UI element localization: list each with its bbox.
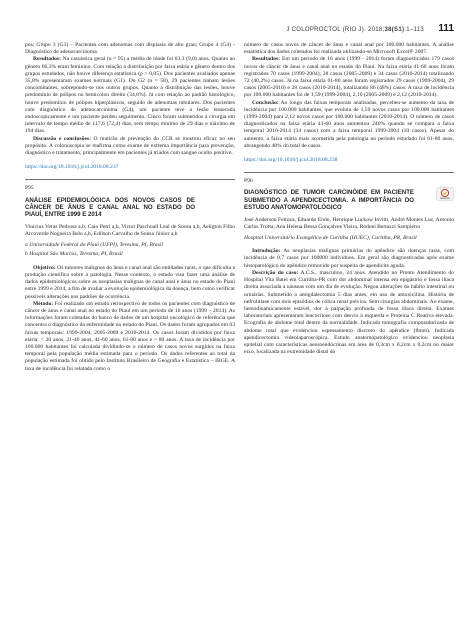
- case-label: Descrição do caso:: [252, 269, 299, 276]
- results-label: Resultados:: [252, 56, 280, 63]
- conclusion-text: Ao longo das faixas temporais analisadas, percebeu-se aumento da taxa de incidência por 100.000 habitantes, que evoluiu de 1,59 novos casos por 100.000 habitantes (1999-2004) para 2,12 novos casos por 100.000 habitantes (2010-2014). O número de casos diagnosticados na faixa etária 41-60 anos aumentou 240% quando se compara a faixa temporal 2010-2014 (34 casos) com a faixa temporal 1999-2004 (10 casos). Apesar do aumento, a faixa etária mais acometida pela patologia no período estudado foi 61-80 anos, abrangendo 48% do total de casos.: [244, 99, 454, 149]
- journal-volume: 38(S1): [384, 27, 405, 33]
- objective-label: Objetivo:: [33, 264, 56, 271]
- abstract-title: ANÁLISE EPIDEMIOLÓGICA DOS NOVOS CASOS DE CÂNCER DE ÂNUS E CANAL ANAL NO ESTADO DO PIAUÍ, ENTRE 1999 E 2014: [25, 196, 195, 219]
- discussion-label: Discussão e conclusões:: [33, 135, 91, 142]
- case-text: A.C.S., masculino, 24 anos. Atendido no Pronto Atendimento do Hospital Vita Batel em Curitiba-PR com dor abdominal intensa em epigástrio e fossa ilíaca direita associada a náuseas com um dia de evolução. Negou alterações do hábito intestinal ou urinárias. Submetido a amigdalectomia 5 dias antes, em uso de amoxicilina. História de nefrolitíase com dois episódios de cólica renal prévios. Sem cirurgias abdominais. Ao exame, hemodinamicamente estável, dor à palpação profunda de fossa ilíaca direita. Exames laboratoriais apresentaram leucocitose com desvio à esquerda e Proteína C Reativa elevada. Ecografia de abdome total dentro da normalidade. Indicada tomografia computadorizada de abdome total que evidenciou espessamento discreto do apêndice (8mm). Indicada apendicectomia videolaparoscópica. Estudo anatomopatológico evidenciou neoplasia epitelial com características neuroendócrinas em área de 0,3cm x 0,2cm x 0,2cm no maior eixo, localizada na extremidade distal do: [244, 269, 455, 356]
- right-continuation: número de casos novos de câncer de ânus e canal anal por 100.000 habitantes. A análise estatística dos dados coletados foi realizada utilizando-se Microsoft Excel® 2007.: [244, 42, 454, 56]
- intro-text: As neoplasias malignas primárias do apêndice são doenças raras, com incidência de 0,7 casos por 100000 indivíduos. Em geral são diagnosticadas após exame histopatológico do apêndice removido por suspeita de apendicite aguda.: [244, 248, 455, 269]
- author-list: Vinícius Veras Pedrosa a,b, Caio Petri a,b, Victor Paschoall Leal de Sousa a,b, Aeligton Filho Arcoverde Nogueira Belo a,b, Edilson Carvalho de Sousa Júnior a,b: [25, 223, 235, 238]
- journal-citation: [286, 27, 424, 33]
- journal-name: J COLOPROCTOL (RIO J).: [286, 27, 366, 33]
- doi-link-p95-prev[interactable]: https://doi.org/10.1016/j.jcol.2018.08.237: [25, 164, 119, 171]
- conclusion-label: Conclusão:: [252, 99, 279, 106]
- journal-pages: :1–113: [404, 27, 424, 33]
- page-number: 111: [438, 23, 454, 34]
- objective-text: Os tumores malignos do ânus e canal anal são entidades raras, o que dificulta a produção científica sobre a patologia. Nesse contexto, o estudo visa fazer uma análise de dados epidemiológicos sobre as neoplasias malignas de canal anal e ânus no estado do Piauí entre 1999 e 2014, a fim de avaliar a evolução epidemiológica da doença, bem como verificar possíveis alterações nos padrões de ocorrência.: [25, 264, 235, 300]
- left-column: [25, 42, 235, 373]
- method-text: Foi realizado um estudo retrospectivo de todos os pacientes com diagnóstico de câncer de ânus e canal anal no estado do Piauí em um período de 16 anos (1999 – 2014). As informações foram coletadas do banco de dados de um hospital oncológico de referência que concentra o diagnóstico da enfermidade no estado do Piauí. Os dados foram agrupados em 03 faixas temporais: 1999-2004, 2005-2009 e 2010-2014. Os casos foram divididos por faixa etária: < 20 anos, 21-40 anos, 41-60 anos, 61-80 anos e > 80 anos. A taxa de incidência por 100.000 habitantes foi calculada dividindo-se o número de casos novos surgidos na faixa temporal pela população média estimada para o período. Os dados referentes ao total da população estimada foi obtido pelo Instituto Brasileiro de Geografia e Estatística – IBGE. A taxa de incidência foi relatada como o: [25, 300, 235, 372]
- affiliation-b: b Hospital São Marcos, Teresina, PI, Brasil: [25, 251, 123, 258]
- right-case: [244, 270, 454, 356]
- left-continuation: pos; Grupo 3 (G3) – Pacientes com adenomas com displasia de alto grau; Grupo 4 (G4) - Diagnóstico de adenocarcinoma.: [25, 42, 235, 56]
- section-divider: [244, 172, 454, 173]
- abstract-code: P96: [244, 178, 253, 185]
- left-method: [25, 301, 235, 373]
- abstract-title-box: [25, 197, 235, 219]
- discussion-text: O mutirão de prevenção do CCR se mostrou eficaz no seu propósito. A colonoscopia se reafirma como exame de extrema importância para prevenção, diagnóstico e tratamento, principalmente em pacientes já triados com sangue oculto positivo.: [25, 135, 235, 157]
- abstract-title: DIAGNÓSTICO DE TUMOR CARCINÓIDE EM PACIENTE SUBMETIDO A APENDICECTOMIA. A IMPORTÂNCIA DO ESTUDO ANATOMOPATOLÓGICO: [244, 189, 414, 212]
- results-label: Resultados:: [33, 56, 61, 63]
- left-discussion: [25, 136, 235, 158]
- results-text: Na casuística geral (n = 95) a média de idade foi 63,3 (9,0) anos. Quanto ao gênero 66,3% eram feminino. Com relação a distribuição por faixa etária e gênero dentro dos grupos estudados, não houve diferença estatística (p > 0,05). Dos pacientes avaliados apenas 35,8% apresentaram exames normais (G1). Do G2 (n = 58), 29 pacientes tinham lesões concomitantes, sobrepondo-se nos outros grupos. Quanto à distribuição das lesões, houve predomínio de pólipos no hemicolon direito (34,8%). Já com relação ao padrão histológico, houve predomínio de pólipos hiperplásicos, seguido de adenomas tubulares. Dos pacientes com diagnóstico de adenocarcinoma (G4), um paciente teve a lesão ressecada endoscopicamente e um paciente perdeu seguimento. Cinco foram submetidos à cirurgia em intervalo de tempo médio de 117,6 (72,4) dias, sem tempo mínimo de 29 dias e máximo de 194 dias.: [25, 56, 235, 135]
- abstract-code: P95: [25, 185, 34, 192]
- results-text: Em um período de 16 anos (1999 - 2014) foram diagnosticados 179 casos novos de câncer de ânus e canal anal no estado do Piauí. Na faixa etária 41-60 anos foram registrados 70 casos (1999-2004), 28 casos (2005-2009) e 34 casos (2010-2014) totalizando 72 (40,2%) casos. Já na faixa etária 61-80 anos foram registrados 29 casos (1999-2004), 29 casos (2005-2010) e 28 casos (2010-2014), totalizando 86 (48%) casos. A taxa de incidência por 100.000 habitantes foi de 1,59 (1999-2004), 2,10 (2005-2009) e 2,12 (2010-2014).: [244, 56, 455, 99]
- right-conclusion: [244, 100, 454, 150]
- doi-link-p95[interactable]: https://doi.org/10.1016/j.jcol.2018.08.238: [244, 157, 338, 164]
- abstract-title-box: [244, 189, 454, 211]
- left-results: [25, 56, 235, 135]
- right-results: [244, 56, 454, 99]
- running-header: [20, 23, 454, 38]
- affiliation: Hospital Universitário Evangélico de Curitiba (HUEC), Curitiba, PR, Brasil: [244, 235, 417, 242]
- journal-year: 2018;: [367, 27, 385, 33]
- right-intro: [244, 248, 454, 270]
- right-column: [244, 42, 454, 356]
- section-divider: [25, 179, 235, 180]
- intro-label: Introdução:: [252, 248, 281, 255]
- author-list: José Anderson Feitoza, Eduardo Endo, Henrique Luckow Invitti, André Montes Luz, Antonio Carlos Trotta, Ana Helena Bessa Gonçalves Vieira, Rodnei Bertazzi Sampietro: [244, 216, 454, 230]
- left-objective: [25, 265, 235, 301]
- method-label: Método:: [33, 300, 54, 307]
- check-for-updates-icon[interactable]: [436, 187, 454, 201]
- affiliation-a: a Universidade Federal do Piauí (UFPI), Teresina, PI, Brasil: [25, 242, 164, 249]
